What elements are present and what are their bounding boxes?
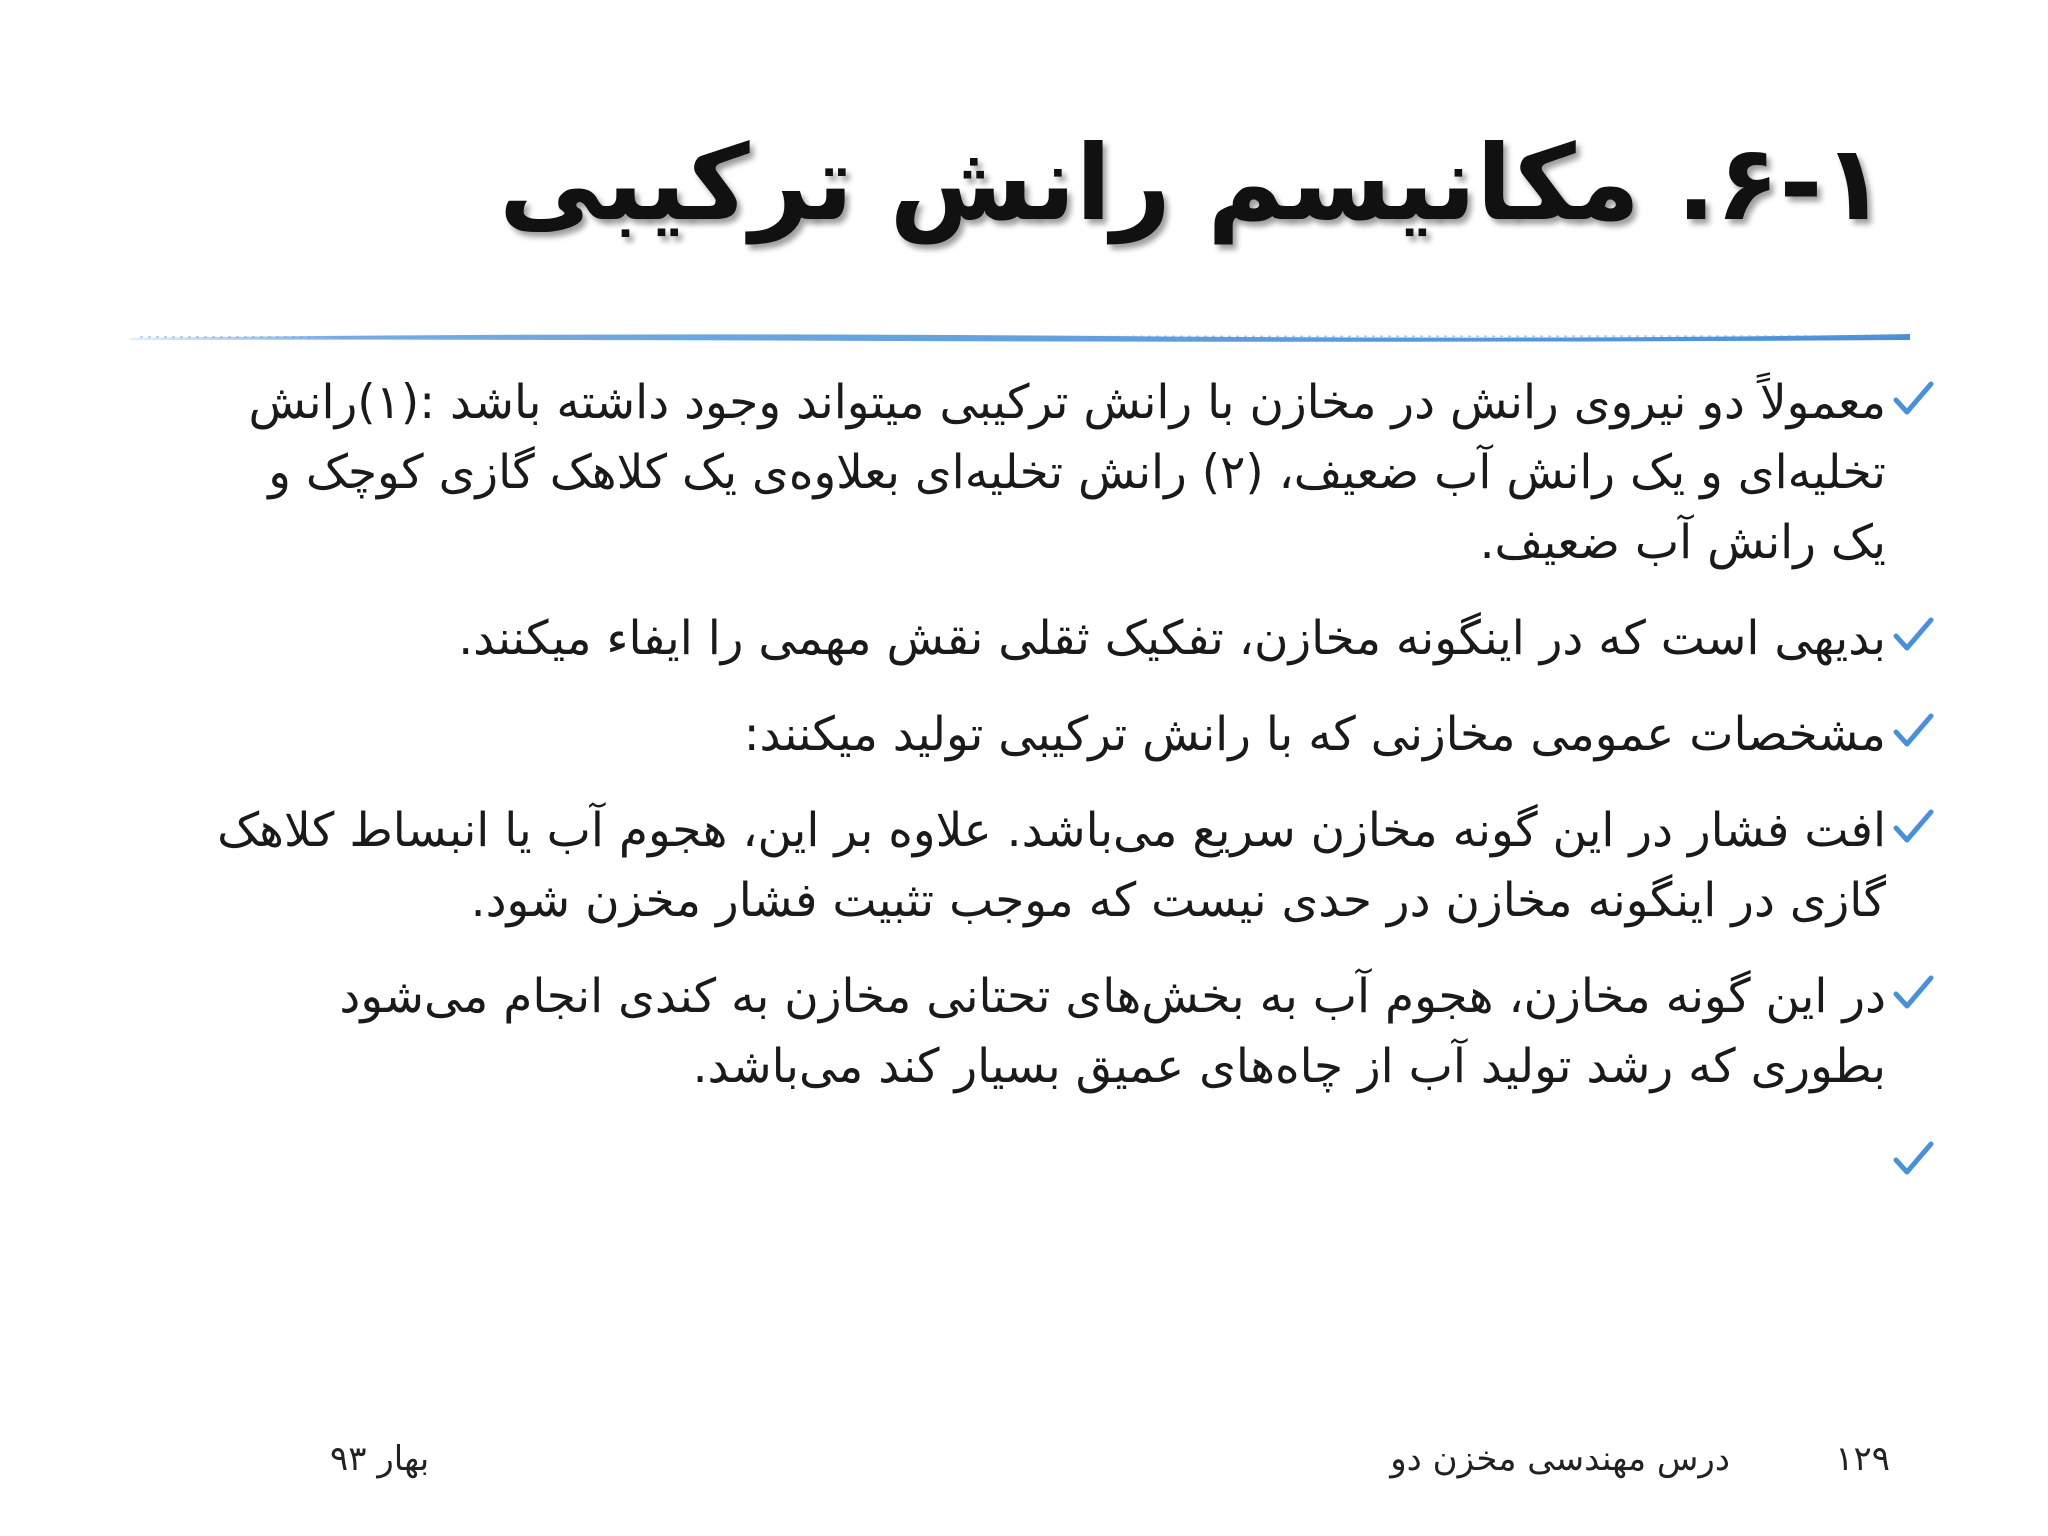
list-item xyxy=(216,700,1936,770)
slide-title: ۶-۱. مکانیسم رانش ترکیبی xyxy=(499,122,1886,244)
list-item xyxy=(216,962,1936,1102)
bullet-text: بدیهی است که در اینگونه مخازن، تفکیک ثقلی نقش مهمی را ایفاء میکنند. xyxy=(458,611,1886,666)
checkmark-icon xyxy=(1890,376,1936,422)
list-item xyxy=(216,796,1936,936)
checkmark-icon xyxy=(1890,970,1936,1016)
page-number: ۱۲۹ xyxy=(1835,1439,1890,1479)
footer-term: بهار ۹۳ xyxy=(330,1439,430,1479)
list-item xyxy=(216,1128,1936,1198)
checkmark-icon xyxy=(1890,1136,1936,1182)
checkmark-icon xyxy=(1890,612,1936,658)
title-divider xyxy=(0,328,2048,348)
checkmark-icon xyxy=(1890,804,1936,850)
footer-course-name: درس مهندسی مخزن دو xyxy=(1390,1439,1730,1479)
list-item xyxy=(216,368,1936,578)
bullet-text: افت فشار در این گونه مخازن سریع می‌باشد. علاوه بر این، هجوم آب یا انبساط کلاهک گازی در اینگونه مخازن در حدی نیست که موجب تثبیت فشار مخزن شود. xyxy=(217,803,1886,928)
checkmark-icon xyxy=(1890,708,1936,754)
bullet-text: در این گونه مخازن، هجوم آب به بخش‌های تحتانی مخازن به کندی انجام می‌شود بطوری که رشد تولید آب از چاه‌های عمیق بسیار کند می‌باشد. xyxy=(339,969,1886,1094)
bullet-list xyxy=(216,368,1936,1224)
list-item xyxy=(216,604,1936,674)
bullet-text: معمولاً دو نیروی رانش در مخازن با رانش ترکیبی میتواند وجود داشته باشد :(۱)رانش تخلیه‌ای و یک رانش آب ضعیف، (۲) رانش تخلیه‌ای بعلاوه‌ی یک کلاهک گازی کوچک و یک رانش آب ضعیف. xyxy=(248,375,1886,570)
bullet-text: مشخصات عمومی مخازنی که با رانش ترکیبی تولید میکنند: xyxy=(743,707,1886,762)
